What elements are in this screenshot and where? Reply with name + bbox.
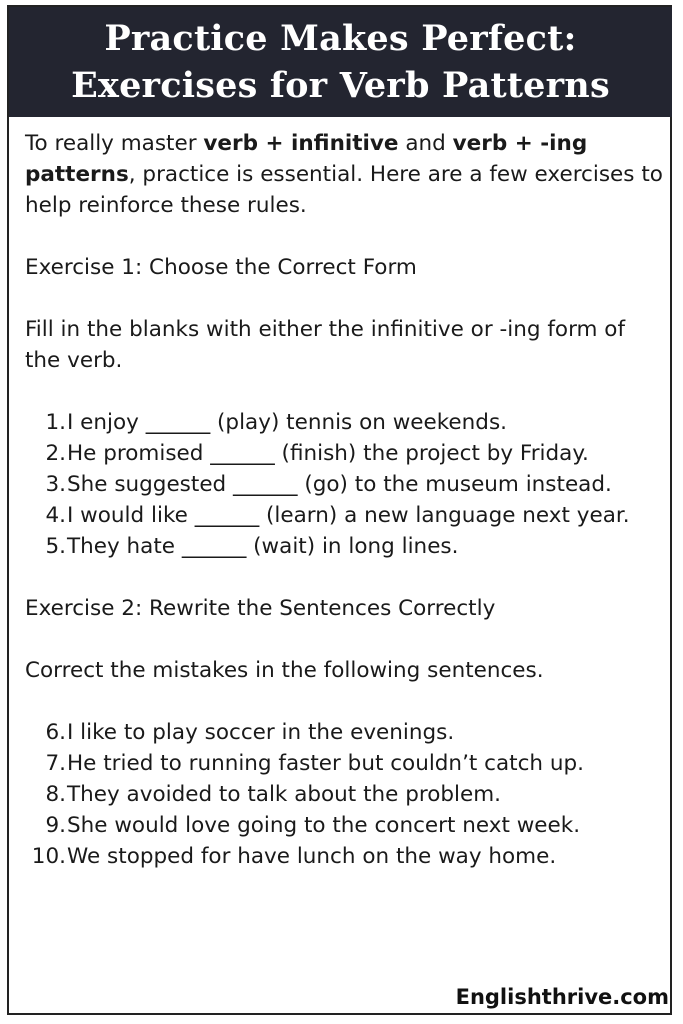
item-text: They avoided to talk about the problem. xyxy=(67,782,501,807)
brand-footer: Englishthrive.com xyxy=(455,985,669,1009)
title-line-1: Practice Makes Perfect: xyxy=(104,18,577,59)
intro-bold-1: verb + infinitive xyxy=(203,131,399,156)
item-number: 3. xyxy=(45,472,66,497)
list-item xyxy=(25,531,665,562)
item-number: 2. xyxy=(45,441,66,466)
item-text: I enjoy ______ (play) tennis on weekends. xyxy=(67,410,507,435)
exercise1-heading: Exercise 1: Choose the Correct Form xyxy=(25,255,417,280)
item-text: We stopped for have lunch on the way home. xyxy=(67,844,557,869)
item-text: He tried to running faster but couldn’t catch up. xyxy=(67,751,584,776)
exercise2-instruction: Correct the mistakes in the following sentences. xyxy=(25,658,544,683)
item-text: She would love going to the concert next week. xyxy=(67,813,581,838)
list-item xyxy=(25,407,665,438)
item-number: 6. xyxy=(45,720,66,745)
item-text: I would like ______ (learn) a new language next year. xyxy=(67,503,630,528)
list-item xyxy=(25,438,665,469)
item-number: 8. xyxy=(45,782,66,807)
item-number: 4. xyxy=(45,503,66,528)
main-content xyxy=(25,128,665,872)
intro-text-3: , practice is essential. Here are a few exercises to help reinforce these rules. xyxy=(25,162,663,218)
item-number: 5. xyxy=(45,534,66,559)
item-text: I like to play soccer in the evenings. xyxy=(67,720,455,745)
item-number: 10. xyxy=(31,844,66,869)
item-number: 7. xyxy=(45,751,66,776)
exercise1-list xyxy=(25,407,665,562)
list-item xyxy=(25,779,665,810)
exercise2-heading: Exercise 2: Rewrite the Sentences Correctly xyxy=(25,596,496,621)
exercise2-list xyxy=(25,717,665,872)
item-text: They hate ______ (wait) in long lines. xyxy=(67,534,459,559)
list-item xyxy=(25,469,665,500)
exercise1-instruction: Fill in the blanks with either the infinitive or -ing form of the verb. xyxy=(25,317,626,373)
list-item xyxy=(25,841,665,872)
list-item xyxy=(25,810,665,841)
list-item xyxy=(25,717,665,748)
item-number: 1. xyxy=(45,410,66,435)
title-banner xyxy=(9,7,672,117)
intro-bold-2: verb + -ing patterns xyxy=(25,131,588,187)
item-number: 9. xyxy=(45,813,66,838)
title-line-2: Exercises for Verb Patterns xyxy=(71,65,610,106)
intro-text-2: and xyxy=(398,131,453,156)
list-item xyxy=(25,748,665,779)
item-text: She suggested ______ (go) to the museum instead. xyxy=(67,472,612,497)
item-text: He promised ______ (finish) the project by Friday. xyxy=(67,441,589,466)
list-item xyxy=(25,500,665,531)
intro-text-1: To really master xyxy=(25,131,204,156)
intro-paragraph xyxy=(25,128,665,221)
